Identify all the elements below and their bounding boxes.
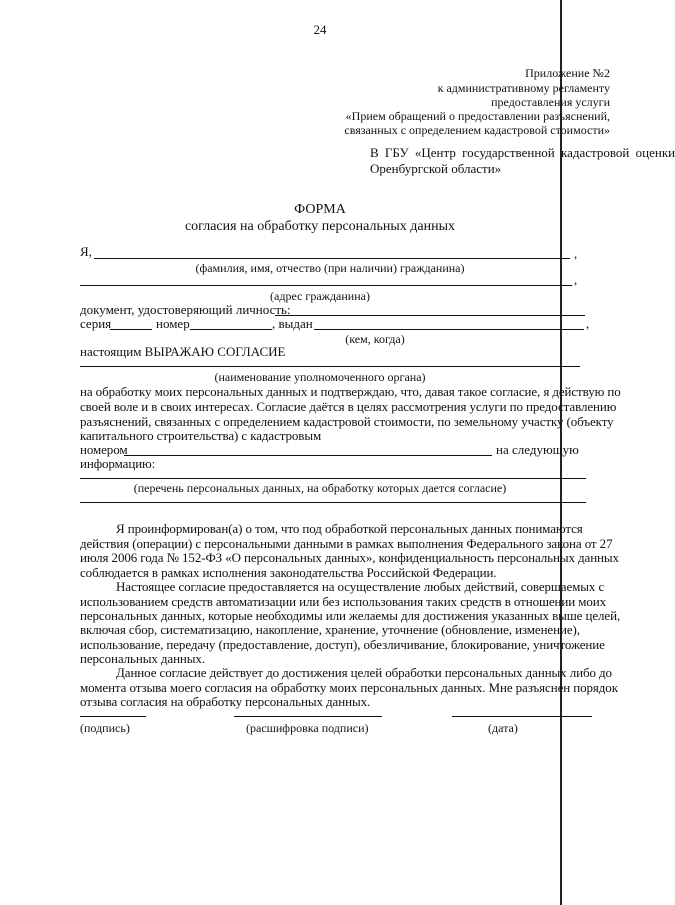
appendix-line: «Прием обращений о предоставлении разъяснений, [345, 109, 610, 123]
document-field-line [275, 315, 585, 316]
issued-caption: (кем, когда) [345, 332, 405, 346]
text-line: Настоящее согласие предоставляется на осуществление любых действий, совершаемых с [116, 579, 605, 594]
series-label: серия [80, 316, 112, 331]
data-list-caption: (перечень персональных данных, на обработку которых дается согласие) [133, 481, 507, 495]
signature-caption: (подпись) [80, 721, 130, 735]
comma: , [586, 316, 590, 331]
text-line: использованием средств автоматизации или без использования таких средств в отношении моих [80, 594, 607, 609]
text-line: на обработку моих персональных данных и подтверждаю, что, давая такое согласие, я действую по [80, 384, 621, 399]
data-list-line [80, 478, 586, 479]
address-field-line [80, 285, 572, 286]
fio-caption: (фамилия, имя, отчество (при наличии) гражданина) [195, 261, 465, 275]
text-line: капитального строительства) с кадастровым [80, 428, 322, 443]
decryption-caption: (расшифровка подписи) [246, 721, 369, 735]
series-field-line [110, 329, 152, 330]
number-field-line [190, 329, 272, 330]
appendix-line: Приложение №2 [525, 66, 610, 80]
text-line: номером [80, 442, 128, 457]
comma: , [574, 246, 578, 261]
address-caption: (адрес гражданина) [270, 289, 370, 303]
text-line: Я проинформирован(а) о том, что под обработкой персональных данных понимаются [116, 521, 583, 536]
date-line [452, 716, 592, 717]
number-label: номер [156, 316, 190, 331]
text-line: персональных данных, которые необходимы или желаемы для достижения указанных выше целей, [80, 608, 621, 623]
appendix-line: предоставления услуги [491, 95, 610, 109]
text-line: информацию: [80, 456, 156, 471]
text-line: июля 2006 года № 152-ФЗ «О персональных данных», конфиденциальность персональных данных [80, 550, 619, 565]
text-line: использование, передачу (предоставление, доступ), обезличивание, блокирование, уничтожение [80, 637, 605, 652]
text-line: разъяснений, связанных с определением кадастровой стоимости, по земельному участку (объекту [80, 414, 614, 429]
addressee-line: Оренбургской области» [370, 161, 502, 176]
text-line: персональных данных. [80, 651, 205, 666]
data-list-line [80, 502, 586, 503]
i-prefix: Я, [80, 244, 92, 259]
signature-line [80, 716, 146, 717]
text-line: действия (операции) с персональными данными в рамках выполнения Федерального закона от 27 [80, 536, 613, 551]
comma: , [574, 272, 578, 287]
addressee-line: В ГБУ «Центр государственной кадастровой оценки [370, 145, 675, 160]
fio-field-line [94, 258, 570, 259]
decryption-line [234, 716, 382, 717]
document-label: документ, удостоверяющий личность: [80, 302, 291, 317]
text-line: Данное согласие действует до достижения целей обработки персональных данных либо до [116, 665, 612, 680]
cadastral-number-line [124, 455, 492, 456]
text-line: соблюдается в рамках исполнения законодательства Российской Федерации. [80, 565, 497, 580]
issued-field-line [314, 329, 584, 330]
text-line: своей воле и в своих интересах. Согласие даётся в целях рассмотрения услуги по предоставлению [80, 399, 617, 414]
form-title: ФОРМА [294, 202, 346, 217]
issued-label: , выдан [272, 316, 313, 331]
form-subtitle: согласия на обработку персональных данных [184, 219, 456, 234]
page-number: 24 [313, 22, 327, 37]
text-line: на следующую [496, 442, 579, 457]
organ-field-line [80, 366, 580, 367]
appendix-line: связанных с определением кадастровой стоимости» [344, 123, 610, 137]
text-line: включая сбор, систематизацию, накопление, хранение, уточнение (обновление, изменение), [80, 622, 580, 637]
text-line: отзыва согласия на обработку персональных данных. [80, 694, 371, 709]
organ-caption: (наименование уполномоченного органа) [214, 370, 426, 384]
consent-label: настоящим ВЫРАЖАЮ СОГЛАСИЕ [80, 344, 286, 359]
text-line: момента отзыва моего согласия на обработку моих персональных данных. Мне разъяснен порядок [80, 680, 618, 695]
date-caption: (дата) [488, 721, 518, 735]
appendix-line: к административному регламенту [437, 81, 610, 95]
